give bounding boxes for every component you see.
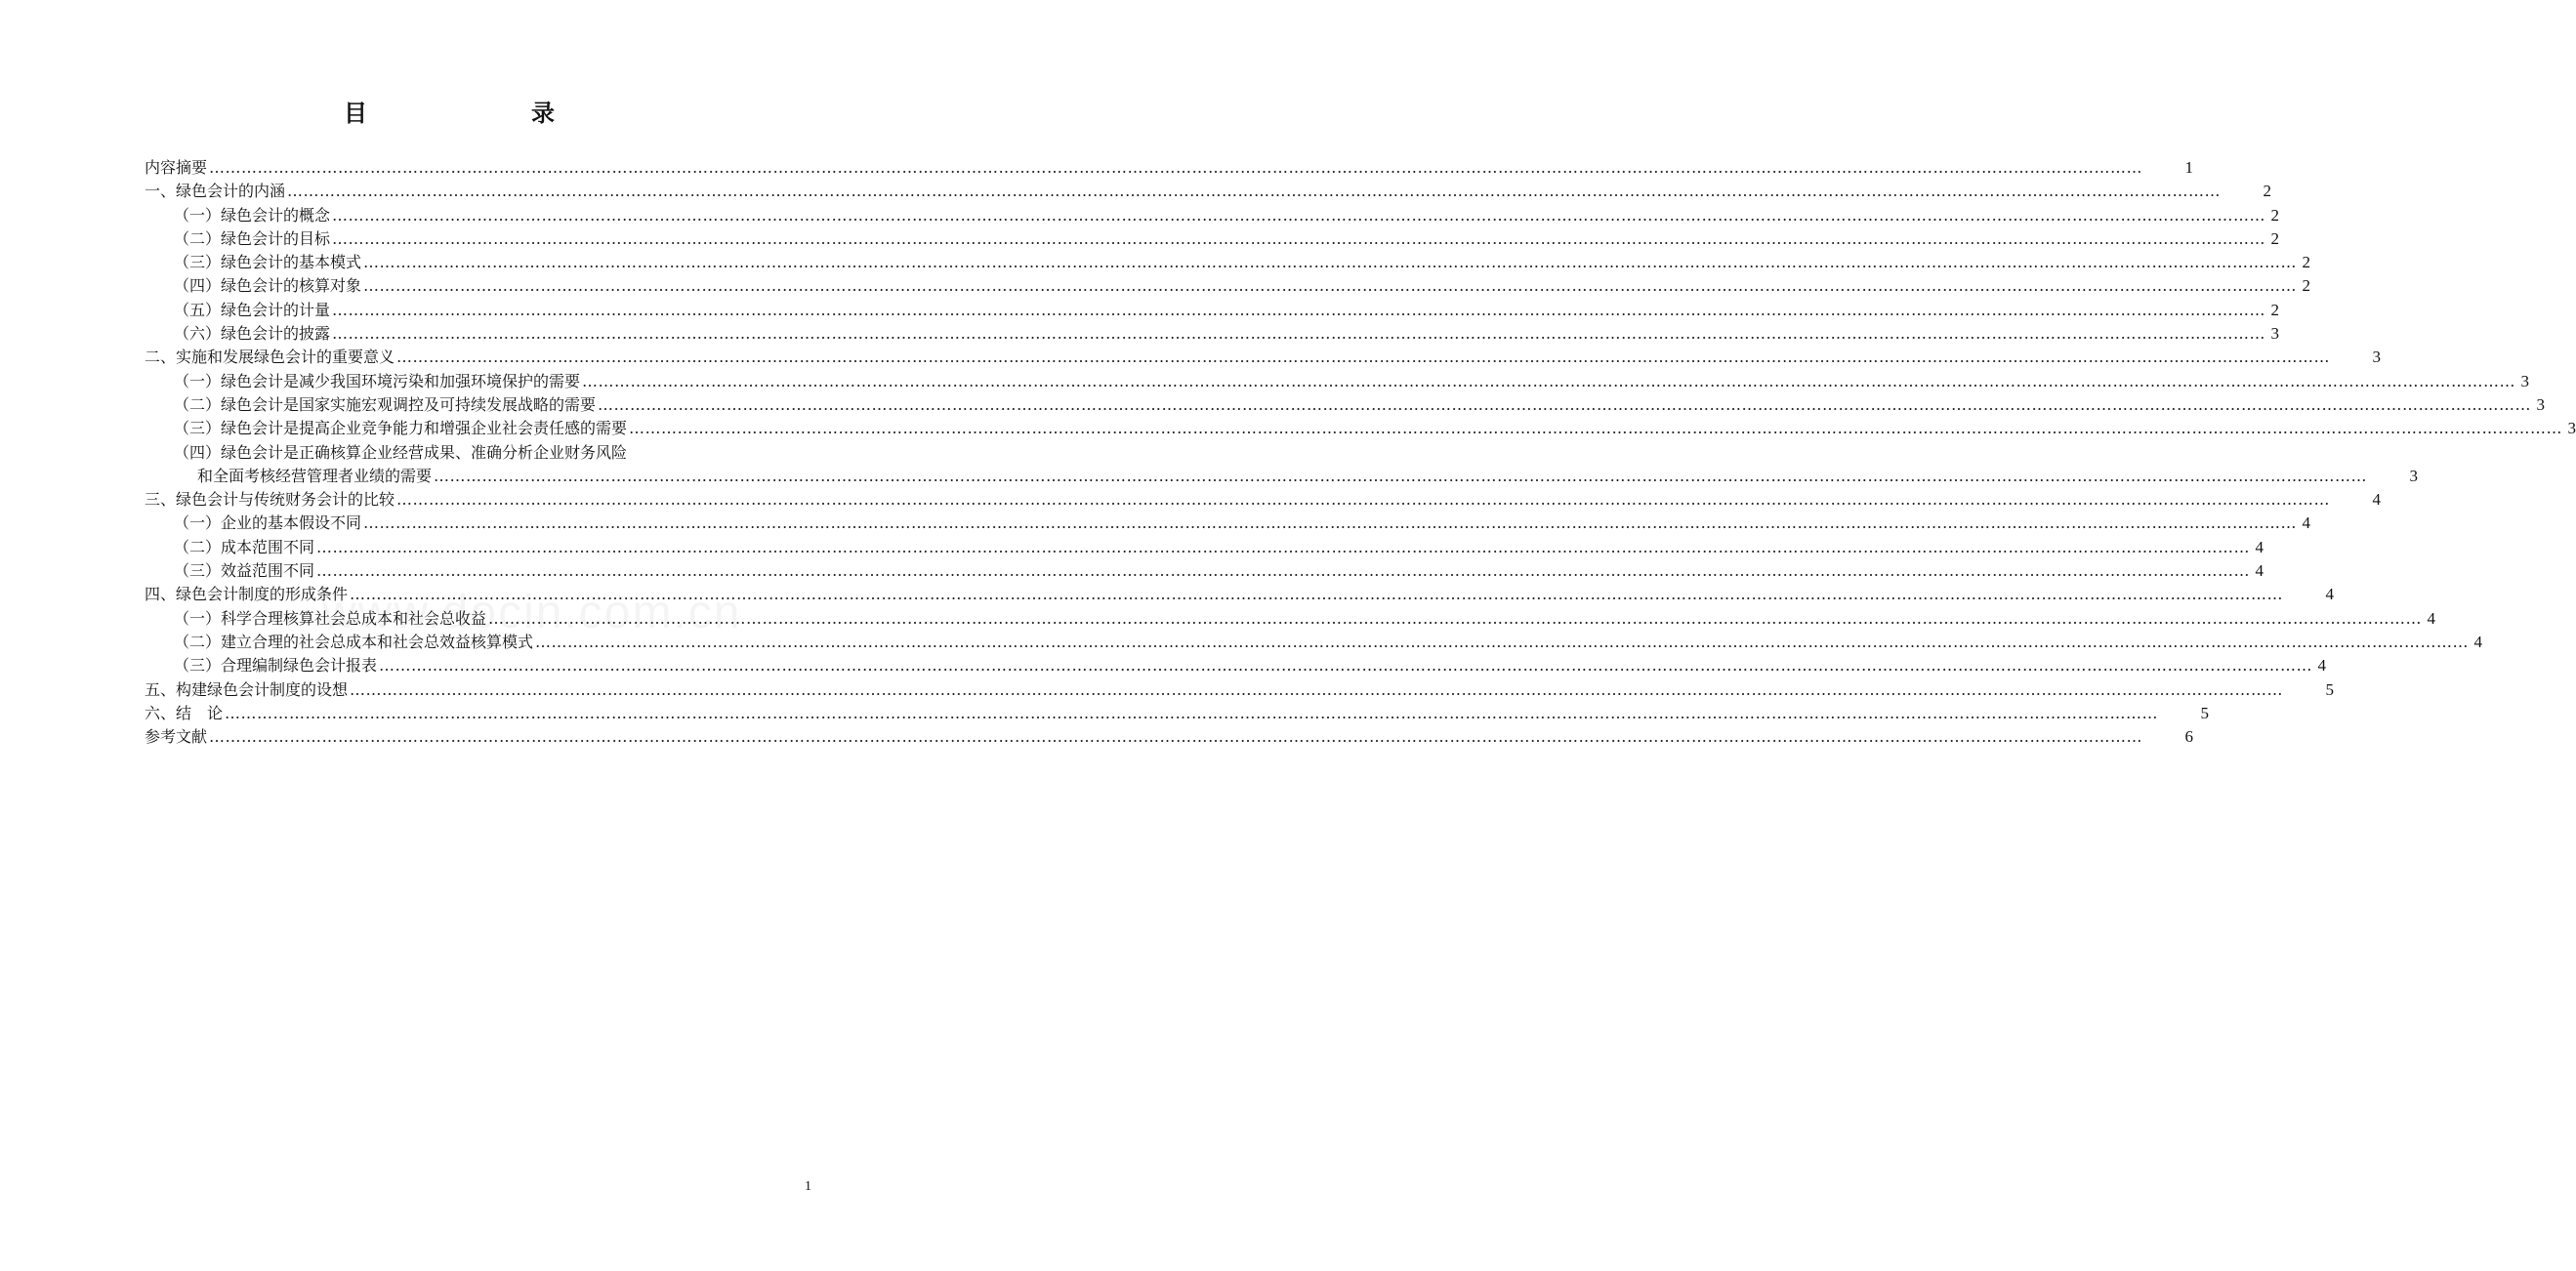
toc-entry[interactable] <box>145 417 2576 440</box>
toc-entry-title: （二）绿色会计的目标 <box>174 228 331 248</box>
toc-entry[interactable] <box>145 156 2194 180</box>
toc-entry-title: 六、结 论 <box>145 703 224 722</box>
toc-entry[interactable] <box>145 488 2382 512</box>
toc-dot-leader: ……………………………………………………………………………………………………………………………………………………………………………………………………………………………………………………………………………………………………………………………… <box>582 371 2516 390</box>
toc-entry-title: 和全面考核经营管理者业绩的需要 <box>197 466 433 485</box>
toc-entry-title: （六）绿色会计的披露 <box>174 324 331 344</box>
toc-entry[interactable] <box>145 180 2272 203</box>
toc-entry-title: （一）科学合理核算社会总成本和社会总收益 <box>174 608 487 628</box>
toc-entry-title: （一）绿色会计的概念 <box>174 205 331 225</box>
toc-entry[interactable] <box>145 299 2280 322</box>
toc-entry-title: 一、绿色会计的内涵 <box>145 182 286 201</box>
toc-entry-page: 2 <box>2270 205 2280 225</box>
toc-entry-page: 3 <box>2270 324 2280 344</box>
toc-dot-leader: ……………………………………………………………………………………………………………………………………………………………………………………………………………………………………………………………………………………………………………………………… <box>225 703 2159 722</box>
page-title: 目 录 <box>344 100 594 127</box>
toc-entry-title: 三、绿色会计与传统财务会计的比较 <box>145 490 395 510</box>
toc-entry-title: （四）绿色会计的核算对象 <box>174 276 362 296</box>
toc-dot-leader: ……………………………………………………………………………………………………………………………………………………………………………………………………………………………………………………………………………………………………………………………… <box>363 276 2298 296</box>
toc-entry-page: 4 <box>2255 561 2264 581</box>
toc-entry-page: 3 <box>2520 371 2530 390</box>
footer-page-number: 1 <box>805 1179 811 1194</box>
toc-entry-page: 2 <box>2270 228 2280 248</box>
toc-entry[interactable] <box>145 678 2335 702</box>
toc-entry-page: 2 <box>2263 182 2272 201</box>
toc-dot-leader: ……………………………………………………………………………………………………………………………………………………………………………………………………………………………………………………………………………………………………………………………… <box>363 513 2298 533</box>
toc-entry-title: （二）建立合理的社会总成本和社会总效益核算模式 <box>174 632 534 651</box>
toc-entry[interactable] <box>145 393 2546 417</box>
toc-entry-page: 3 <box>2536 394 2546 414</box>
toc-dot-leader: ……………………………………………………………………………………………………………………………………………………………………………………………………………………………………………………………………………………………………………………………… <box>535 632 2470 651</box>
toc-entry[interactable] <box>145 583 2335 606</box>
toc-dot-leader: ……………………………………………………………………………………………………………………………………………………………………………………………………………………………………………………………………………………………………………………………… <box>350 585 2284 604</box>
toc-entry[interactable] <box>145 346 2382 369</box>
toc-entry[interactable] <box>145 441 805 465</box>
toc-entry-page: 2 <box>2270 300 2280 319</box>
toc-entry-title: （三）合理编制绿色会计报表 <box>174 656 378 676</box>
toc-dot-leader: ……………………………………………………………………………………………………………………………………………………………………………………………………………………………………………………………………………………………………………………………… <box>350 679 2284 699</box>
toc-entry[interactable] <box>145 725 2194 749</box>
toc-entry-title: （一）企业的基本假设不同 <box>174 513 362 533</box>
toc-entry-title: 二、实施和发展绿色会计的重要意义 <box>145 348 395 367</box>
toc-entry-title: 内容摘要 <box>145 158 208 177</box>
toc-dot-leader: ……………………………………………………………………………………………………………………………………………………………………………………………………………………………………………………………………………………………………………………………… <box>332 300 2266 319</box>
toc-entry[interactable] <box>145 654 2327 677</box>
toc-entry-title: （二）成本范围不同 <box>174 537 315 556</box>
toc-entry-page: 4 <box>2255 537 2264 556</box>
toc-entry-title: 参考文献 <box>145 727 208 747</box>
toc-entry[interactable] <box>145 559 2264 583</box>
toc-dot-leader: ……………………………………………………………………………………………………………………………………………………………………………………………………………………………………………………………………………………………………………………………… <box>287 182 2222 201</box>
toc-entry[interactable] <box>145 274 2311 298</box>
toc-dot-leader: ……………………………………………………………………………………………………………………………………………………………………………………………………………………………………………………………………………………………………………………………… <box>316 561 2251 581</box>
toc-entry-title: （三）绿色会计是提高企业竞争能力和增强企业社会责任感的需要 <box>174 419 628 438</box>
toc-entry-page: 4 <box>2317 656 2327 676</box>
toc-entry[interactable] <box>145 512 2311 535</box>
toc-entry-page: 4 <box>2302 513 2311 533</box>
toc-entry[interactable] <box>145 322 2280 346</box>
toc-entry-title: （四）绿色会计是正确核算企业经营成果、准确分析企业财务风险 <box>174 442 628 462</box>
toc-entry[interactable] <box>145 204 2280 227</box>
toc-dot-leader: ……………………………………………………………………………………………………………………………………………………………………………………………………………………………………………………………………………………………………………………………… <box>629 419 2563 438</box>
toc-dot-leader: ……………………………………………………………………………………………………………………………………………………………………………………………………………………………………………………………………………………………………………………………… <box>332 205 2266 225</box>
toc-entry-title: （二）绿色会计是国家实施宏观调控及可持续发展战略的需要 <box>174 394 597 414</box>
toc-dot-leader: ……………………………………………………………………………………………………………………………………………………………………………………………………………………………………………………………………………………………………………………………… <box>434 466 2368 485</box>
toc-entry-page: 6 <box>2184 727 2194 747</box>
toc-entry-title: （一）绿色会计是减少我国环境污染和加强环境保护的需要 <box>174 371 581 390</box>
toc-entry-title: （五）绿色会计的计量 <box>174 300 331 319</box>
toc-dot-leader: ……………………………………………………………………………………………………………………………………………………………………………………………………………………………………………………………………………………………………………………………… <box>316 537 2251 556</box>
toc-entry[interactable] <box>145 536 2264 559</box>
toc-entry[interactable] <box>145 607 2436 631</box>
toc-entry[interactable] <box>145 702 2210 725</box>
toc-entry[interactable] <box>145 631 2483 654</box>
toc-dot-leader: ……………………………………………………………………………………………………………………………………………………………………………………………………………………………………………………………………………………………………………………………… <box>396 348 2331 367</box>
toc-entry-page: 2 <box>2302 276 2311 296</box>
toc-entry[interactable] <box>145 227 2280 251</box>
toc-entry-title: （三）绿色会计的基本模式 <box>174 253 362 272</box>
toc-dot-leader: ……………………………………………………………………………………………………………………………………………………………………………………………………………………………………………………………………………………………………………………………… <box>363 253 2298 272</box>
toc-dot-leader: ……………………………………………………………………………………………………………………………………………………………………………………………………………………………………………………………………………………………………………………………… <box>332 228 2266 248</box>
toc-entry-page: 3 <box>2567 419 2576 438</box>
toc-dot-leader: ……………………………………………………………………………………………………………………………………………………………………………………………………………………………………………………………………………………………………………………………… <box>209 158 2143 177</box>
toc-entry-page: 1 <box>2184 158 2194 177</box>
toc-entry-title: 四、绿色会计制度的形成条件 <box>145 585 349 604</box>
toc-dot-leader: ……………………………………………………………………………………………………………………………………………………………………………………………………………………………………………………………………………………………………………………………… <box>209 727 2143 747</box>
toc-entry-page: 4 <box>2473 632 2483 651</box>
toc-entry-page: 5 <box>2325 679 2335 699</box>
toc-dot-leader: ……………………………………………………………………………………………………………………………………………………………………………………………………………………………………………………………………………………………………………………………… <box>396 490 2331 510</box>
toc-entry[interactable] <box>145 465 2419 488</box>
toc-dot-leader: ……………………………………………………………………………………………………………………………………………………………………………………………………………………………………………………………………………………………………………………………… <box>488 608 2423 628</box>
toc-entry[interactable] <box>145 370 2530 393</box>
toc-entry-page: 5 <box>2200 703 2210 722</box>
toc-entry-title: （三）效益范围不同 <box>174 561 315 581</box>
table-of-contents <box>145 156 2576 749</box>
toc-entry[interactable] <box>145 251 2311 274</box>
toc-entry-page: 3 <box>2372 348 2382 367</box>
toc-entry-title: 五、构建绿色会计制度的设想 <box>145 679 349 699</box>
toc-entry-page: 4 <box>2427 608 2436 628</box>
toc-entry-page: 3 <box>2409 466 2419 485</box>
toc-dot-leader: ……………………………………………………………………………………………………………………………………………………………………………………………………………………………………………………………………………………………………………………………… <box>598 394 2532 414</box>
toc-entry-page: 4 <box>2372 490 2382 510</box>
toc-entry-page: 4 <box>2325 585 2335 604</box>
toc-dot-leader: ……………………………………………………………………………………………………………………………………………………………………………………………………………………………………………………………………………………………………………………………… <box>379 656 2313 676</box>
toc-entry-page: 2 <box>2302 253 2311 272</box>
toc-dot-leader: ……………………………………………………………………………………………………………………………………………………………………………………………………………………………………………………………………………………………………………………………… <box>332 324 2266 344</box>
